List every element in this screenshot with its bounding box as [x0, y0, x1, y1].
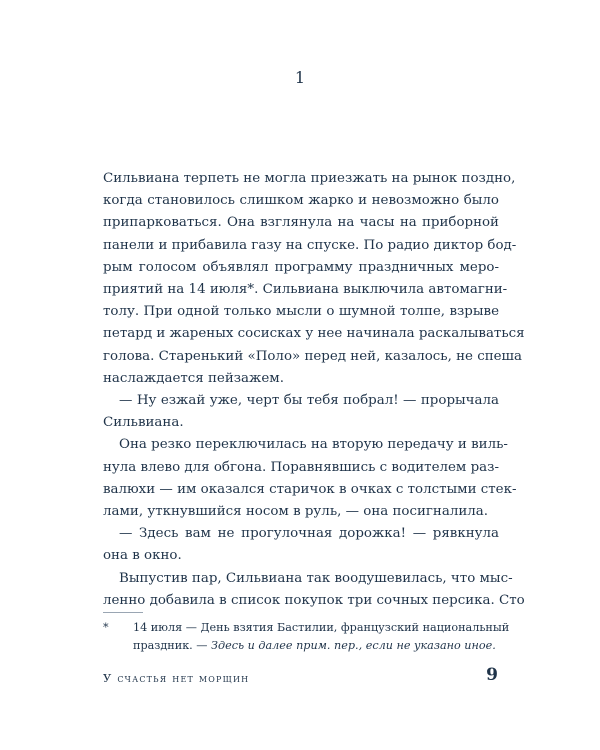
footnote-translator-note: Здесь и далее прим. пер., если не указано иное. — [211, 639, 496, 652]
chapter-number: 1 — [294, 68, 306, 87]
footnote-text: праздник. — — [133, 639, 212, 652]
body-line: Сильвиана терпеть не могла приезжать на рынок поздно, — [103, 171, 516, 186]
body-line: рым голосом объявлял программу праздничных меро- — [103, 259, 499, 275]
body-line: она в окно. — [103, 548, 182, 564]
body-line: валюхи — им оказался старичок в очках с толстыми стек- — [103, 481, 517, 497]
body-line: Она резко переключилась на вторую передачу и виль- — [119, 437, 508, 453]
body-line: нула влево для обгона. Поравнявшись с водителем раз- — [103, 459, 499, 475]
body-line: Выпустив пар, Сильвиана так воодушевилась, что мыс- — [119, 570, 513, 586]
body-line: голова. Старенький «Поло» перед ней, казалось, не спеша — [103, 348, 522, 364]
running-title: У счастья нет морщин — [103, 671, 250, 685]
footnote — [103, 619, 510, 655]
body-line: припарковаться. Она взглянула на часы на приборной — [103, 215, 499, 231]
body-line: Сильвиана. — [103, 415, 184, 431]
body-line: панели и прибавила газу на спуске. По радио диктор бод- — [103, 237, 517, 253]
body-line: наслаждается пейзажем. — [103, 370, 284, 386]
body-line: — Здесь вам не прогулочная дорожка! — рявкнула — [119, 526, 499, 542]
body-line: петард и жареных сосисках у нее начинала раскалываться — [103, 326, 525, 342]
body-line: ленно добавила в список покупок три сочных персика. Сто — [103, 592, 525, 608]
body-line: приятий на 14 июля*. Сильвиана выключила автомагни- — [103, 282, 508, 298]
body-line: когда становилось слишком жарко и невозможно было — [103, 193, 499, 209]
footnote-line — [103, 619, 510, 637]
footnote-line — [103, 637, 499, 655]
body-line: толу. При одной только мысли о шумной толпе, взрыве — [103, 304, 499, 320]
body-line: лами, уткнувшийся носом в руль, — она посигналила. — [103, 504, 489, 520]
page-number: 9 — [486, 665, 498, 685]
body-line: — Ну езжай уже, черт бы тебя побрал! — прорычала — [119, 393, 499, 409]
footnote-marker: * — [103, 621, 109, 634]
footnote-divider — [103, 612, 143, 613]
body-text — [103, 168, 525, 612]
footnote-text: 14 июля — День взятия Бастилии, французский национальный — [133, 621, 510, 634]
